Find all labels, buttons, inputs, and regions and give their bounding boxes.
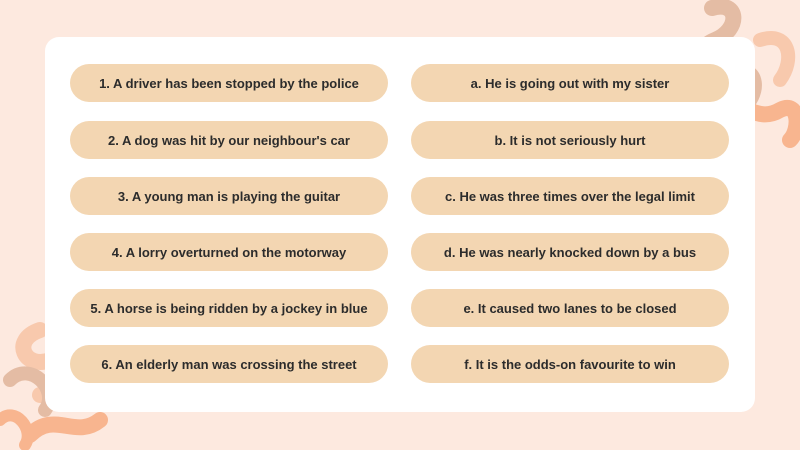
sentence-2[interactable]: 2. A dog was hit by our neighbour's car: [70, 121, 388, 159]
squiggle-bottom-left-2: [10, 373, 49, 410]
squiggle-bottom-left-3: [30, 420, 100, 435]
match-e[interactable]: e. It caused two lanes to be closed: [411, 289, 729, 327]
match-d[interactable]: d. He was nearly knocked down by a bus: [411, 233, 729, 271]
match-c[interactable]: c. He was three times over the legal limit: [411, 177, 729, 215]
match-f[interactable]: f. It is the odds-on favourite to win: [411, 345, 729, 383]
squiggle-top-right-4: [760, 38, 788, 80]
sentence-4[interactable]: 4. A lorry overturned on the motorway: [70, 233, 388, 271]
sentence-6[interactable]: 6. An elderly man was crossing the street: [70, 345, 388, 383]
match-a[interactable]: a. He is going out with my sister: [411, 64, 729, 102]
match-b[interactable]: b. It is not seriously hurt: [411, 121, 729, 159]
sentence-5[interactable]: 5. A horse is being ridden by a jockey in blue: [70, 289, 388, 327]
squiggle-bottom-left-4: [0, 415, 28, 445]
sentence-1[interactable]: 1. A driver has been stopped by the police: [70, 64, 388, 102]
sentence-3[interactable]: 3. A young man is playing the guitar: [70, 177, 388, 215]
